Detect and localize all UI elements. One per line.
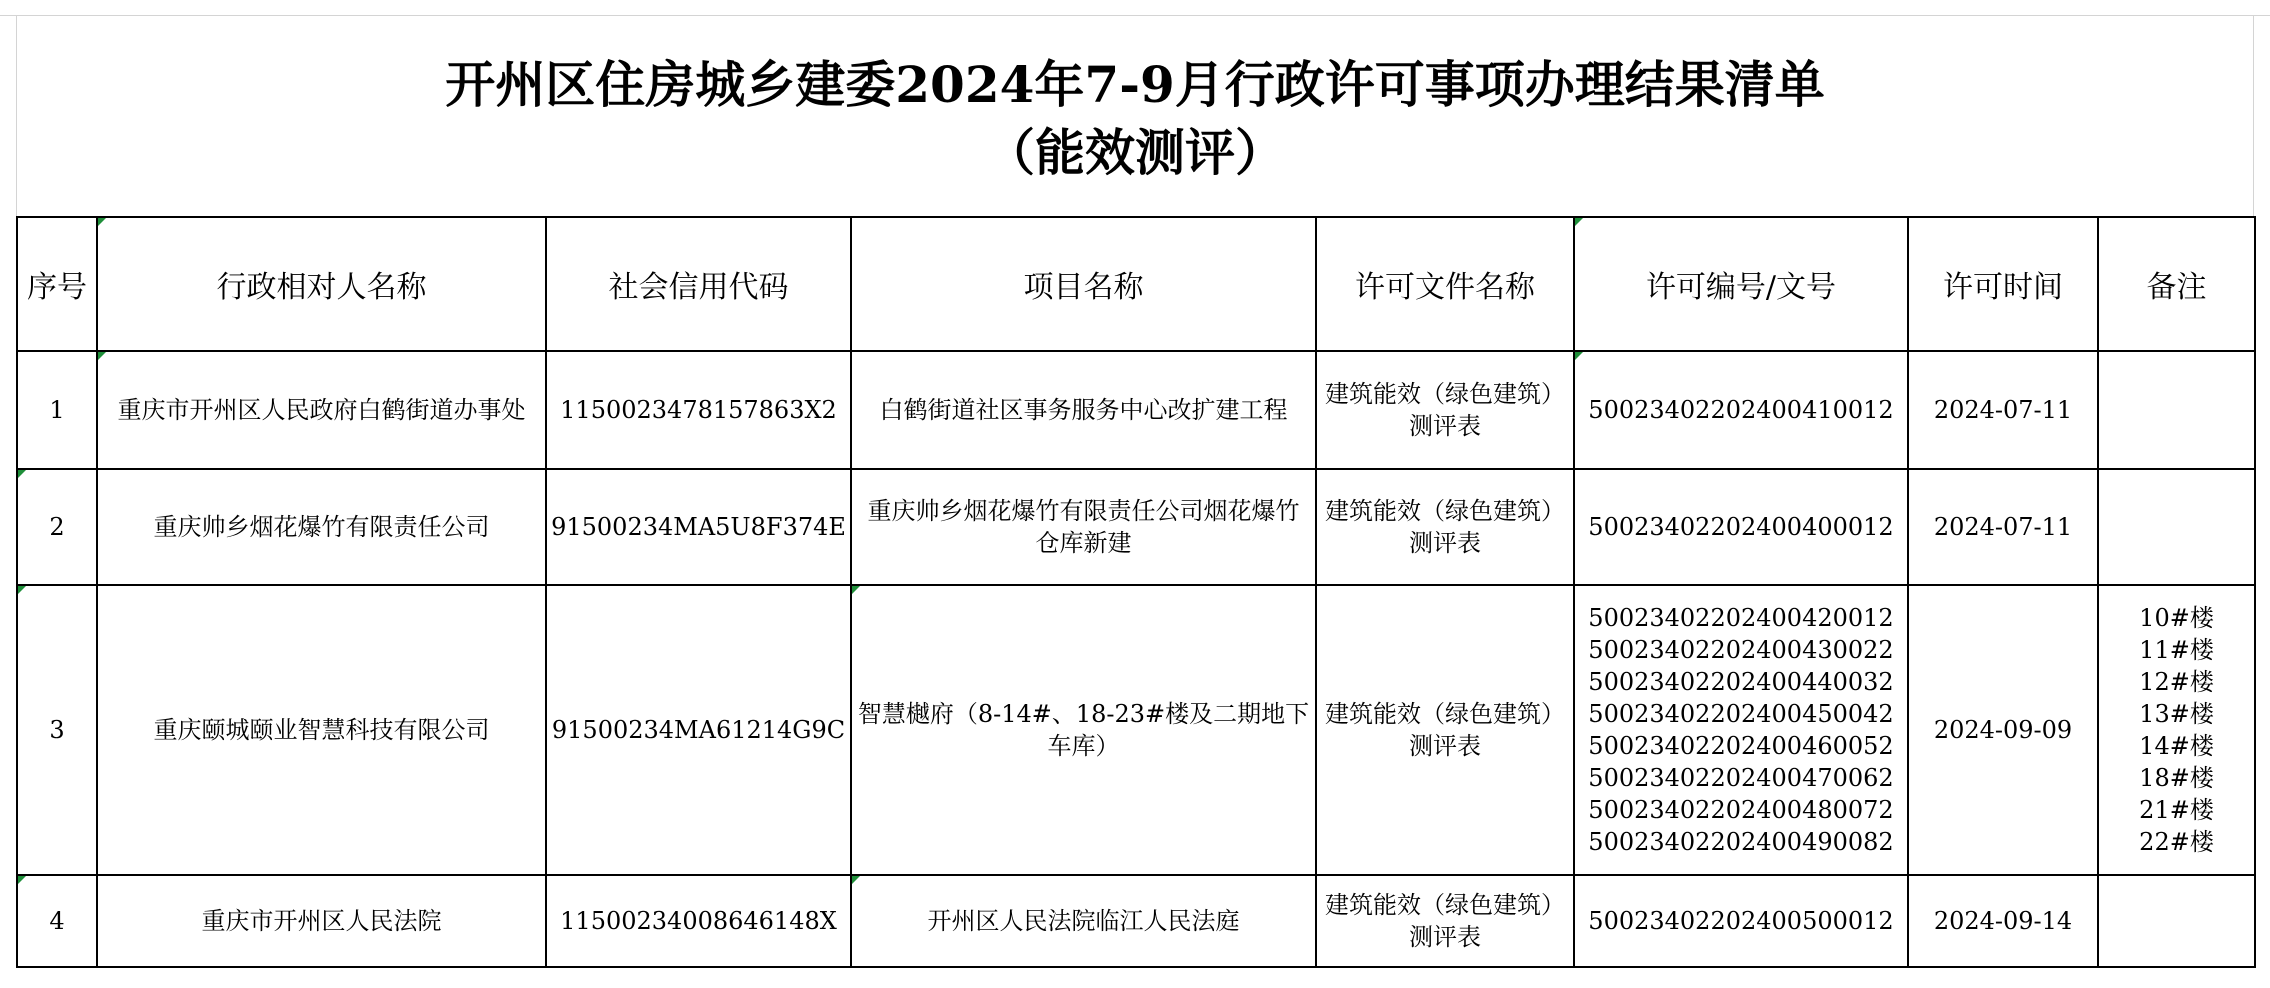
cell-credit-code: 91500234MA5U8F374E xyxy=(546,469,851,585)
document-subtitle: （能效测评） xyxy=(985,123,1285,182)
header-remarks: 备注 xyxy=(2098,217,2255,351)
cell-document: 建筑能效（绿色建筑）测评表 xyxy=(1316,585,1574,875)
permit-number-item: 50023402202400450042 xyxy=(1588,700,1894,728)
permit-number-item: 50023402202400470062 xyxy=(1588,764,1894,792)
cell-party: 重庆帅乡烟花爆竹有限责任公司 xyxy=(97,469,546,585)
remark-item: 12#楼 xyxy=(2139,668,2214,696)
cell-document: 建筑能效（绿色建筑）测评表 xyxy=(1316,469,1574,585)
cell-permit-number-list xyxy=(1574,585,1908,875)
cell-index: 2 xyxy=(17,469,97,585)
cell-index: 4 xyxy=(17,875,97,967)
cell-date: 2024-09-14 xyxy=(1908,875,2098,967)
cell-document: 建筑能效（绿色建筑）测评表 xyxy=(1316,875,1574,967)
remark-item: 22#楼 xyxy=(2139,828,2214,856)
cell-remarks xyxy=(2098,469,2255,585)
cell-party: 重庆市开州区人民法院 xyxy=(97,875,546,967)
results-table xyxy=(16,216,2256,968)
header-date: 许可时间 xyxy=(1908,217,2098,351)
cell-project: 白鹤街道社区事务服务中心改扩建工程 xyxy=(851,351,1316,469)
cell-party: 重庆颐城颐业智慧科技有限公司 xyxy=(97,585,546,875)
cell-project: 开州区人民法院临江人民法庭 xyxy=(851,875,1316,967)
cell-date: 2024-09-09 xyxy=(1908,585,2098,875)
cell-credit-code: 91500234MA61214G9C xyxy=(546,585,851,875)
permit-number-item: 50023402202400490082 xyxy=(1588,828,1894,856)
cell-index: 3 xyxy=(17,585,97,875)
cell-permit-number: 50023402202400500012 xyxy=(1574,875,1908,967)
cell-project: 重庆帅乡烟花爆竹有限责任公司烟花爆竹仓库新建 xyxy=(851,469,1316,585)
table-row xyxy=(17,585,2255,875)
header-permit-number: 许可编号/文号 xyxy=(1574,217,1908,351)
remark-item: 10#楼 xyxy=(2139,604,2214,632)
header-party: 行政相对人名称 xyxy=(97,217,546,351)
cell-credit-code: 11500234008646148X xyxy=(546,875,851,967)
header-index: 序号 xyxy=(17,217,97,351)
permit-number-item: 50023402202400430022 xyxy=(1588,636,1894,664)
permit-number-item: 50023402202400460052 xyxy=(1588,732,1894,760)
document-title: 开州区住房城乡建委2024年7-9月行政许可事项办理结果清单 xyxy=(445,55,1825,114)
cell-index: 1 xyxy=(17,351,97,469)
cell-permit-number: 50023402202400410012 xyxy=(1574,351,1908,469)
remark-item: 14#楼 xyxy=(2139,732,2214,760)
cell-remarks xyxy=(2098,351,2255,469)
header-credit-code: 社会信用代码 xyxy=(546,217,851,351)
remark-item: 21#楼 xyxy=(2139,796,2214,824)
remark-item: 11#楼 xyxy=(2139,636,2214,664)
permit-number-item: 50023402202400440032 xyxy=(1588,668,1894,696)
cell-date: 2024-07-11 xyxy=(1908,351,2098,469)
permit-number-item: 50023402202400480072 xyxy=(1588,796,1894,824)
table-row xyxy=(17,875,2255,967)
sheet-grid-top xyxy=(0,0,2270,16)
cell-party: 重庆市开州区人民政府白鹤街道办事处 xyxy=(97,351,546,469)
title-area xyxy=(16,16,2254,216)
cell-permit-number: 50023402202400400012 xyxy=(1574,469,1908,585)
cell-project: 智慧樾府（8-14#、18-23#楼及二期地下车库） xyxy=(851,585,1316,875)
cell-remarks xyxy=(2098,875,2255,967)
cell-date: 2024-07-11 xyxy=(1908,469,2098,585)
cell-credit-code: 1150023478157863X2 xyxy=(546,351,851,469)
permit-number-item: 50023402202400420012 xyxy=(1588,604,1894,632)
remark-item: 13#楼 xyxy=(2139,700,2214,728)
header-row xyxy=(17,217,2255,351)
cell-document: 建筑能效（绿色建筑）测评表 xyxy=(1316,351,1574,469)
remark-item: 18#楼 xyxy=(2139,764,2214,792)
table-row xyxy=(17,469,2255,585)
header-project: 项目名称 xyxy=(851,217,1316,351)
header-document: 许可文件名称 xyxy=(1316,217,1574,351)
cell-remarks-list xyxy=(2098,585,2255,875)
table-row xyxy=(17,351,2255,469)
